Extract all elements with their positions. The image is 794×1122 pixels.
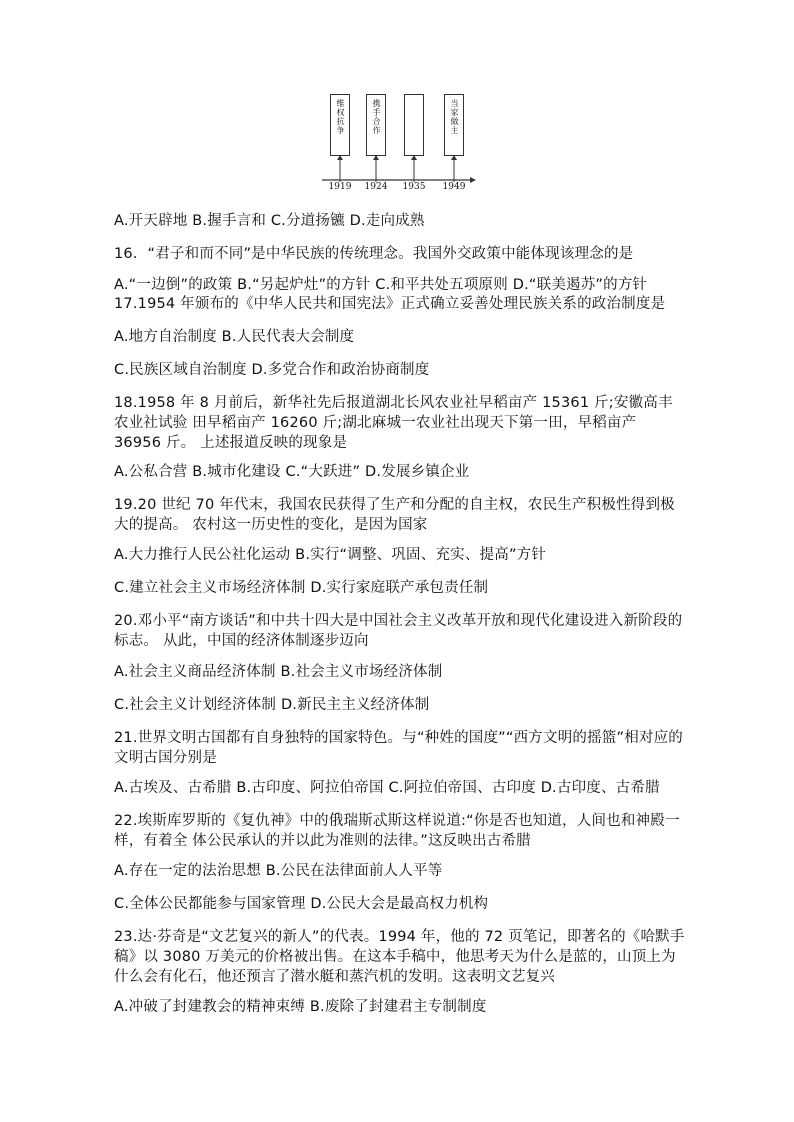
axis-arrow-icon [470, 177, 476, 183]
q21-stem: 21.世界文明古国都有自身独特的国家特色。与“种姓的国度”“西方文明的摇篮”相对应的文明古国分别是 [114, 730, 684, 766]
q23-stem: 23.达·芬奇是“文艺复兴的新人”的代表。1994 年，他的 72 页笔记，即著名的《哈默手稿》以 3080 万美元的价格被出售。在这本手稿中，他思考天为什么是蓝的，山顶上为什么会有化石，他还预言了潜水艇和蒸汽机的发明。这表明文艺复兴 [114, 929, 685, 985]
q17-options-ab: A.地方自治制度 B.人民代表大会制度 [114, 329, 355, 345]
timeline-box-2-label: 携手合作 [372, 99, 381, 135]
q21-options: A.古埃及、古希腊 B.古印度、阿拉伯帝国 C.阿拉伯帝国、古印度 D.古印度、古希腊 [114, 780, 660, 796]
q17-stem: 17.1954 年颁布的《中华人民共和国宪法》正式确立妥善处理民族关系的政治制度是 [114, 296, 666, 312]
q15-options: A.开天辟地 B.握手言和 C.分道扬镳 D.走向成熟 [114, 213, 425, 229]
timeline-year-1: 1919 [328, 182, 352, 192]
q19-options-ab: A.大力推行人民公社化运动 B.实行“调整、巩固、充实、提高”方针 [114, 547, 547, 563]
timeline-year-2: 1924 [364, 182, 388, 192]
timeline-box-1 [330, 94, 350, 156]
timeline-box-4 [444, 94, 464, 156]
timeline-box-2 [366, 94, 386, 156]
timeline-figure [318, 88, 478, 206]
q20-stem: 20.邓小平“南方谈话”和中共十四大是中国社会主义改革开放和现代化建设进入新阶段的标志。 从此，中国的经济体制逐步迈向 [114, 613, 683, 649]
q19-stem: 19.20 世纪 70 年代末，我国农民获得了生产和分配的自主权，农民生产积极性得到极大的提高。 农村这一历史性的变化，是因为国家 [114, 497, 675, 533]
timeline-year-3: 1935 [402, 182, 426, 192]
q16-options: A.“一边倒”的政策 B.“另起炉灶”的方针 C.和平共处五项原则 D.“联美遏苏”的方针 [114, 277, 648, 293]
q23-options-ab: A.冲破了封建教会的精神束缚 B.废除了封建君主专制制度 [114, 999, 487, 1015]
timeline-box-3 [404, 94, 424, 156]
q22-options-ab: A.存在一定的法治思想 B.公民在法律面前人人平等 [114, 863, 443, 879]
q18-stem: 18.1958 年 8 月前后，新华社先后报道湖北长风农业社早稻亩产 15361 斤;安徽高丰农业社试验 田早稻亩产 16260 斤;湖北麻城一农业社出现天下第一田，早稻亩产 36956 斤。 上述报道反映的现象是 [114, 395, 673, 451]
q16-stem: 16．“君子和而不同”是中华民族的传统理念。我国外交政策中能体现该理念的是 [114, 246, 634, 262]
q18-options: A.公私合营 B.城市化建设 C.“大跃进” D.发展乡镇企业 [114, 464, 470, 480]
q19-options-cd: C.建立社会主义市场经济体制 D.实行家庭联产承包责任制 [114, 580, 489, 596]
q20-options-cd: C.社会主义计划经济体制 D.新民主主义经济体制 [114, 697, 430, 713]
q22-stem: 22.埃斯库罗斯的《复仇神》中的俄瑞斯忒斯这样说道:“你是否也知道，人间也和神殿一样，有着全 体公民承认的并以此为准则的法律。”这反映出古希腊 [114, 813, 680, 849]
q17-options-cd: C.民族区域自治制度 D.多党合作和政治协商制度 [114, 362, 430, 378]
timeline-box-4-label: 当家做主 [450, 99, 459, 135]
q22-options-cd: C.全体公民都能参与国家管理 D.公民大会是最高权力机构 [114, 896, 489, 912]
timeline-box-1-label: 维权抗争 [336, 99, 345, 135]
q20-options-ab: A.社会主义商品经济体制 B.社会主义市场经济体制 [114, 664, 443, 680]
timeline-year-4: 1949 [442, 182, 466, 192]
